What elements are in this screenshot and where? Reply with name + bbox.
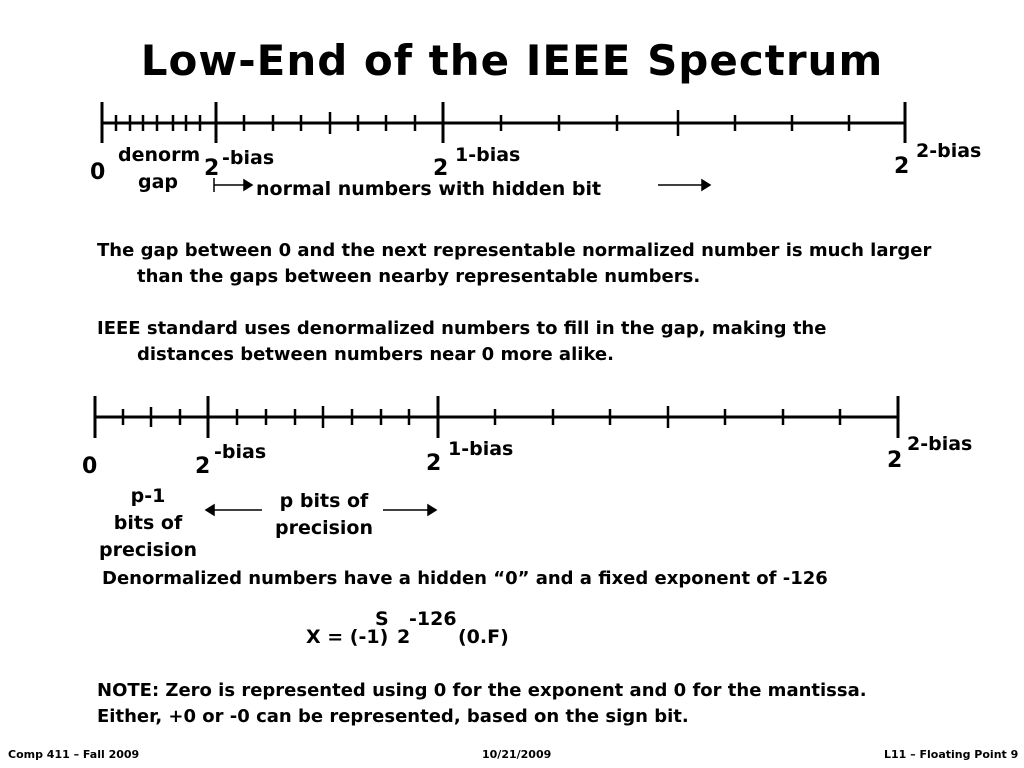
formula-base: 2 (397, 626, 411, 648)
denorm-precision-label: p-1 bits of precision (98, 485, 198, 561)
line1-base-c: 2 (894, 154, 910, 179)
line1-exp-c: 2-bias (916, 140, 982, 162)
line1-exp-a: -bias (222, 147, 275, 169)
line2-base-c: 2 (887, 448, 903, 473)
formula-rhs: (0.F) (458, 626, 509, 648)
note (97, 678, 867, 730)
line1-zero-label: 0 (90, 160, 106, 185)
footer-course: Comp 411 – Fall 2009 (8, 748, 140, 761)
line1-base-b: 2 (433, 156, 449, 181)
paragraph-gap-line-1: The gap between 0 and the next representable normalized number is much larger (97, 240, 932, 261)
line2-exp-a: -bias (214, 441, 267, 463)
normal-numbers-label: normal numbers with hidden bit (256, 178, 602, 200)
slide-title: Low-End of the IEEE Spectrum (140, 36, 884, 85)
note-line-2: Either, +0 or -0 can be represented, based on the sign bit. (97, 706, 689, 727)
denorm-gap-label-1: denorm (118, 144, 201, 166)
paragraph-ieee-line-1: IEEE standard uses denormalized numbers to fill in the gap, making the (97, 318, 827, 339)
normal-precision-label: p bits of precision (274, 490, 374, 539)
note-line-1: NOTE: Zero is represented using 0 for the exponent and 0 for the mantissa. (97, 680, 867, 701)
line1-base-a: 2 (204, 156, 220, 181)
line2-zero-label: 0 (82, 454, 98, 479)
footer-date: 10/21/2009 (482, 748, 552, 761)
line2-exp-c: 2-bias (907, 433, 973, 455)
paragraph-ieee (97, 316, 826, 368)
denorm-description: Denormalized numbers have a hidden “0” and a fixed exponent of -126 (102, 568, 828, 589)
paragraph-gap (97, 238, 931, 290)
formula-exponent: -126 (409, 608, 457, 630)
paragraph-gap-line-2: than the gaps between nearby representable numbers. (137, 266, 701, 287)
denorm-gap-label-2: gap (138, 171, 179, 193)
footer-slide-number: L11 – Floating Point 9 (884, 748, 1019, 761)
formula-lhs: X = (-1) (306, 626, 389, 648)
line2-exp-b: 1-bias (448, 438, 514, 460)
paragraph-ieee-line-2: distances between numbers near 0 more alike. (137, 344, 614, 365)
line2-base-a: 2 (195, 454, 211, 479)
line2-base-b: 2 (426, 451, 442, 476)
line1-exp-b: 1-bias (455, 144, 521, 166)
formula-sign-exponent: S (375, 608, 389, 630)
